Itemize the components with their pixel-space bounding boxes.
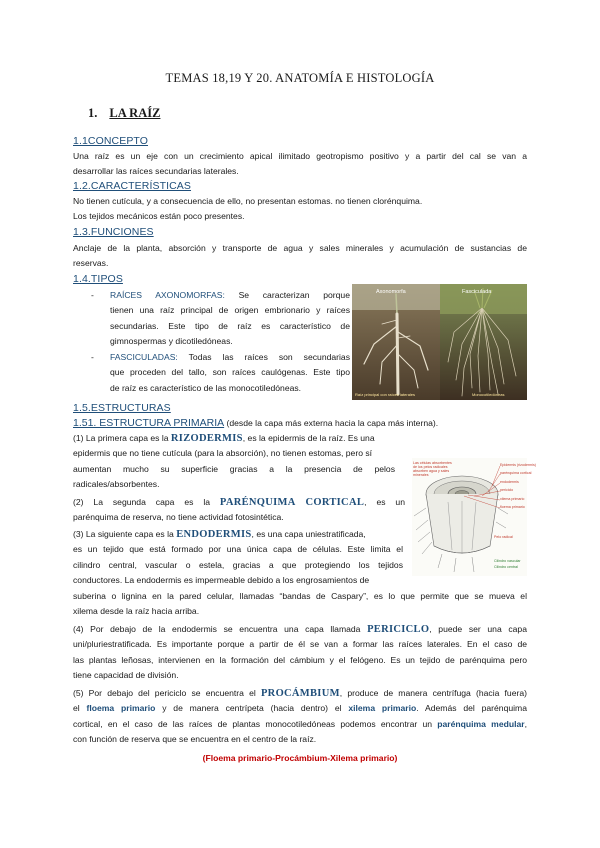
diagram-label-bottom: Pelo radical — [494, 535, 513, 539]
diagram-label-right: parénquima cortical — [500, 471, 532, 475]
text-line: tiene capacidad de división. — [73, 670, 179, 681]
text-line: tienen una raíz principal de origen embrionario y raíces — [110, 305, 350, 316]
text-line: reservas. — [73, 258, 109, 269]
heading-estructuras: 1.5.ESTRUCTURAS — [73, 402, 171, 414]
subheading-estructura-primaria: 1.51. ESTRUCTURA PRIMARIA — [73, 417, 225, 429]
text-line: Los tejidos mecánicos están poco presentes. — [73, 211, 245, 222]
text-segment: (2) La segunda capa es la — [73, 497, 220, 507]
paragraph-parenquima — [73, 495, 405, 526]
text-line: con función de reserva que se encuentra en el centro de la raíz. — [73, 734, 317, 745]
heading-tipos: 1.4.TIPOS — [73, 273, 123, 285]
text-line: uni/pluriestratificada. Es importante porque a partir de él se van a formar las raíces laterales. En el caso de — [73, 639, 527, 650]
text-line: parénquima de reserva, no tiene actividad fotosintética. — [73, 512, 284, 523]
heading-concepto: 1.1CONCEPTO — [73, 135, 149, 147]
text-segment: , produce de manera centrífuga (hacia fuera) — [339, 688, 527, 698]
diagram-label-right: endodermis — [500, 480, 519, 484]
term-periciclo: PERICICLO — [367, 624, 430, 635]
text-line: conductores. La endodermis es impermeable debido a los engrosamientos de — [73, 575, 370, 586]
paragraph-periciclo — [73, 622, 527, 684]
text-line: Una raíz es un eje con un crecimiento apical ilimitado geotropismo positivo y a partir del cal se van a — [73, 151, 527, 161]
section-label: LA RAÍZ — [109, 106, 161, 120]
text-line: xilema desde la raíz hacia arriba. — [73, 605, 200, 616]
text-line — [73, 495, 405, 510]
term-fasciculadas: FASCICULADAS: — [110, 352, 178, 362]
text-line: de raíz es característico de las monocotiledóneas. — [110, 382, 302, 393]
text-line: es un tejido que está formado por una única capa de células. Este limita el — [73, 544, 403, 555]
diagram-label-left: absorben agua y sales — [413, 469, 450, 473]
text-segment: Se caracterizan porque — [224, 290, 350, 300]
diagram-label-right: xilema primario — [500, 497, 525, 501]
paragraph-caracteristicas — [73, 194, 527, 225]
text-line — [73, 527, 403, 542]
section-heading-raiz — [88, 106, 160, 121]
bullet-dash: - — [91, 290, 94, 300]
diagram-label-left: Las células absorbentes — [413, 461, 452, 465]
text-segment: , es la epidermis de la raíz. Es una — [242, 433, 375, 443]
term-parenquima-cortical: PARÉNQUIMA CORTICAL — [219, 497, 365, 508]
text-segment: , es una capa uniestratificada, — [251, 529, 366, 539]
text-line — [110, 350, 350, 365]
text-line: aumentan mucho su superficie gracias a la presencia de pelos — [73, 463, 395, 474]
root-cross-section-diagram — [412, 458, 536, 576]
text-segment: , — [524, 718, 527, 729]
root-photo-illustration — [352, 284, 527, 400]
text-segment: cortical, en el caso de las raíces de plantas monocotiledóneas podemos encontrar un — [73, 718, 438, 729]
heading-funciones: 1.3.FUNCIONES — [73, 226, 154, 238]
paragraph-rizodermis — [73, 431, 395, 493]
photo-label-right: Fasciculada — [462, 289, 492, 295]
page-title: TEMAS 18,19 Y 20. ANATOMÍA E HISTOLOGÍA — [165, 71, 435, 85]
text-segment: . Además del parénquima — [416, 703, 527, 714]
term-floema-primario: floema primario — [86, 703, 156, 714]
text-segment: el — [73, 703, 87, 714]
text-line: las plantas leñosas, intervienen en la formación del cámbium y el felógeno. Es un tejido de parénquima pero — [73, 654, 527, 665]
text-segment: (4) Por debajo de la endodermis se encuentra una capa llamada — [73, 624, 368, 634]
diagram-label-bottom: Cilindro central — [494, 565, 518, 569]
root-types-photo — [352, 284, 527, 400]
text-segment: , es un — [364, 497, 405, 507]
section-number: 1. — [88, 106, 98, 120]
term-xilema-primario: xilema primario — [348, 703, 417, 714]
text-line — [110, 288, 350, 303]
text-segment: , puede ser una capa — [429, 624, 527, 634]
text-line: radicales/absorbentes. — [73, 479, 160, 490]
text-segment: Todas las raíces son secundarias — [177, 352, 350, 362]
text-line: desarrollar las raíces secundarias laterales. — [73, 166, 239, 177]
diagram-label-right: Epidermis (rizodermis) — [500, 463, 536, 467]
text-line — [73, 622, 527, 637]
text-line: No tienen cutícula, y a consecuencia de ello, no presentan estomas. no tienen clorénquima. — [73, 196, 423, 206]
term-parenquima-medular: parénquima medular — [437, 718, 525, 729]
diagram-label-left: de los pelos radicales — [413, 465, 448, 469]
diagram-illustration — [412, 458, 536, 576]
text-segment: (3) La siguiente capa es la — [73, 529, 177, 539]
term-procambium: PROCÁMBIUM — [260, 688, 340, 699]
paragraph-procambium — [73, 686, 527, 748]
photo-caption-left: Raíz principal con raíces laterales — [355, 392, 416, 397]
text-line — [73, 717, 527, 732]
heading-caracteristicas: 1.2.CARACTERÍSTICAS — [73, 180, 192, 192]
photo-label-left: Axonomorfa — [376, 289, 406, 295]
subheading-note: (desde la capa más externa hacia la capa más interna). — [224, 418, 439, 428]
text-line: que proceden del tallo, son raíces caulógenas. Este tipo — [110, 367, 350, 378]
term-axonomorfas: RAÍCES AXONOMORFAS: — [110, 290, 225, 300]
text-line: gimnospermas y dicotiledóneas. — [110, 336, 233, 347]
text-line: suberina o lignina en la pared celular, llamadas “bandas de Caspary”, es lo que permite que se mueva el — [73, 590, 527, 601]
term-rizodermis: RIZODERMIS — [170, 433, 243, 444]
subheading-line — [73, 416, 527, 431]
text-line: epidermis que no tiene cutícula (para la absorción), no tienen estomas, pero sí — [73, 448, 373, 459]
diagram-label-left: minerales — [413, 473, 429, 477]
term-endodermis: ENDODERMIS — [176, 529, 252, 540]
text-line — [73, 416, 527, 431]
diagram-label-right: floema primario — [500, 505, 525, 509]
diagram-label-right: periciclo — [500, 488, 514, 492]
text-segment: (5) Por debajo del periciclo se encuentra el — [73, 688, 261, 698]
text-line — [73, 686, 527, 701]
bullet-dash: - — [91, 352, 94, 362]
text-line: cilindro central, vascular o estela, gracias a que protegiendo los tejidos — [73, 559, 403, 570]
photo-caption-right: Monocotiledóneas — [472, 392, 505, 397]
text-line: Anclaje de la planta, absorción y transporte de agua y sales minerales y acumulación de sustancias de — [73, 243, 527, 253]
text-line: secundarias. Este tipo de raíz es característico de — [110, 320, 350, 331]
text-segment: (1) La primera capa es la — [73, 433, 171, 443]
paragraph-concepto — [73, 149, 527, 180]
summary-line: (Floema primario-Procámbium-Xilema primario) — [202, 753, 398, 763]
text-line — [73, 431, 395, 446]
paragraph-funciones — [73, 241, 527, 272]
text-line — [73, 701, 527, 716]
diagram-label-bottom: Cilindro vascular — [494, 559, 521, 563]
text-segment: y de manera centrípeta (hacia dentro) el — [155, 703, 349, 714]
